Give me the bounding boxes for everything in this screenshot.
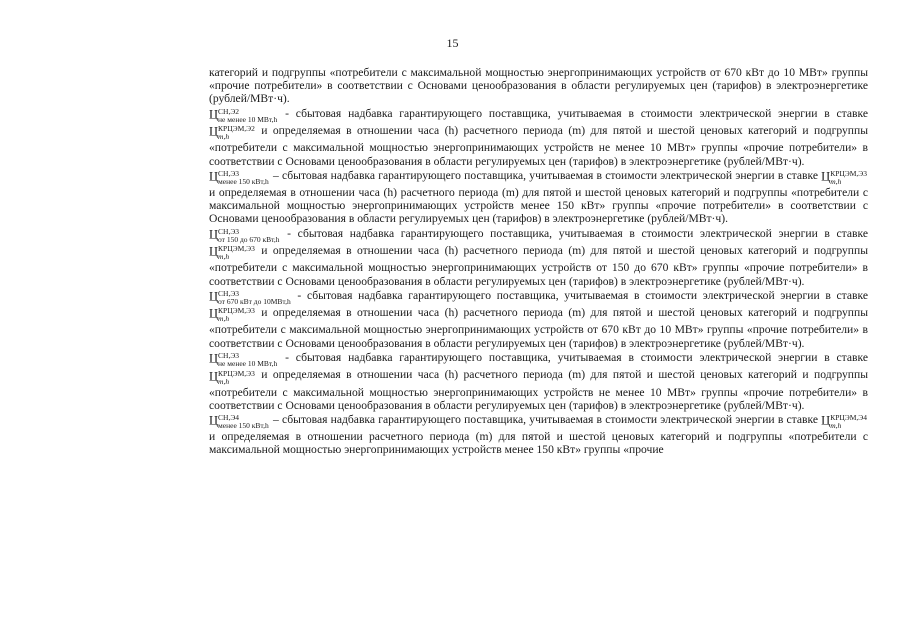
markup-symbol: Ц СН,Э3 не менее 10 МВт,h [209,351,278,369]
tariff-subscript: m,h [218,132,230,142]
tariff-superscript: КРЦЭМ,Э3 [218,368,255,378]
dash: - [278,350,296,364]
intro-paragraph: категорий и подгруппы «потребители с максимальной мощностью энергопринимающих устройств от 670 кВт до 10 МВт» группы «прочие потребители» в соответствии с Основами ценообразования в области регулируемых цен (тарифов) в электроэнергетике (рублей/МВт·ч). [209,66,868,106]
definition-text-continued: и определяемая в отношении часа (h) расчетного периода (m) для пятой и шестой ценовых категорий и подгруппы «потребители с максимальной мощностью энергопринимающих устройств менее 150 кВт» группы «прочие потребители» в соответствии с Основами ценообразования в области регулируемых цен (тарифов) в электроэнергетике (рублей/МВт·ч). [209,186,868,226]
tariff-superscript: КРЦЭМ,Э2 [218,124,255,134]
definition-text-continued: и определяемая в отношении часа (h) расчетного периода (m) для пятой и шестой ценовых категорий и подгруппы «потребители с максимальной мощностью энергопринимающих устройств от 150 до 670 кВт» группы «прочие потребители» в соответствии с Основами ценообразования в области регулируемых цен (тарифов) в электроэнергетике (рублей/МВт·ч). [209,244,868,288]
definition-paragraph [209,351,868,412]
markup-subscript: не менее 10 МВт,h [218,359,278,369]
definition-text: сбытовая надбавка гарантирующего поставщика, учитываемая в стоимости электрической энергии в ставке [281,168,822,182]
markup-superscript: СН,Э3 [218,227,240,236]
definition-text-continued: и определяемая в отношении расчетного периода (m) для пятой и шестой ценовых категорий и подгруппы «потребители с максимальной мощностью энергопринимающих устройств менее 150 кВт» группы «прочие [209,430,868,457]
markup-superscript: СН,Э3 [218,351,240,361]
definition-paragraph [209,289,868,350]
tariff-symbol: Ц КРЦЭМ,Э3 m,h [821,169,867,187]
dash: - [280,226,298,240]
dash: - [291,288,307,302]
dash: - [278,106,296,120]
markup-subscript: менее 150 кВт,h [218,177,269,187]
markup-symbol: Ц СН,Э3 от 670 кВт до 10МВт,h [209,289,291,307]
markup-superscript: СН,Э3 [218,289,240,299]
definition-paragraph [209,227,868,288]
markup-superscript: СН,Э3 [218,169,240,179]
tariff-superscript: КРЦЭМ,Э3 [830,169,867,179]
markup-subscript: менее 150 кВт,h [218,421,269,431]
tariff-symbol: Ц КРЦЭМ,Э3 m,h [209,244,255,262]
definition-text: сбытовая надбавка гарантирующего поставщика, учитываемая в стоимости электрической энергии в ставке [281,412,822,426]
tariff-symbol: Ц КРЦЭМ,Э3 m,h [209,306,255,324]
tariff-subscript: m,h [218,376,230,386]
dash: – [269,412,282,426]
tariff-superscript: КРЦЭМ,Э4 [830,413,867,423]
markup-subscript: не менее 10 МВт,h [218,114,278,124]
markup-subscript: от 670 кВт до 10МВт,h [218,297,291,307]
tariff-subscript: m,h [218,314,230,324]
definition-text-continued: и определяемая в отношении часа (h) расчетного периода (m) для пятой и шестой ценовых категорий и подгруппы «потребители с максимальной мощностью энергопринимающих устройств не менее 10 МВт» группы «прочие потребители» в соответствии с Основами ценообразования в области регулируемых цен (тарифов) в электроэнергетике (рублей/МВт·ч). [209,123,868,168]
markup-symbol: Ц СН,Э3 менее 150 кВт,h [209,169,269,187]
definition-paragraph [209,107,868,168]
tariff-symbol: Ц КРЦЭМ,Э2 m,h [209,124,255,142]
markup-symbol: Ц СН,Э3 от 150 до 670 кВт,h [209,227,280,244]
tariff-symbol: Ц КРЦЭМ,Э3 m,h [209,368,255,386]
markup-symbol: Ц СН,Э4 менее 150 кВт,h [209,413,269,431]
tariff-subscript: m,h [218,252,230,262]
definition-text: сбытовая надбавка гарантирующего поставщика, учитываемая в стоимости электрической энергии в ставке [306,288,868,302]
definition-text: сбытовая надбавка гарантирующего поставщика, учитываемая в стоимости электрической энергии в ставке [295,350,868,364]
markup-superscript: СН,Э4 [218,413,240,423]
markup-symbol: Ц СН,Э2 не менее 10 МВт,h [209,106,278,124]
markup-subscript: от 150 до 670 кВт,h [218,235,280,244]
definition-paragraph [209,169,868,226]
definition-text: сбытовая надбавка гарантирующего поставщика, учитываемая в стоимости электрической энергии в ставке [297,226,868,240]
document-body [209,66,868,457]
definition-text-continued: и определяемая в отношении часа (h) расчетного периода (m) для пятой и шестой ценовых категорий и подгруппы «потребители с максимальной мощностью энергопринимающих устройств от 670 кВт до 10 МВт» группы «прочие потребители» в соответствии с Основами ценообразования в области регулируемых цен (тарифов) в электроэнергетике (рублей/МВт·ч). [209,306,868,350]
tariff-subscript: m,h [830,177,842,187]
definition-text: сбытовая надбавка гарантирующего поставщика, учитываемая в стоимости электрической энергии в ставке [295,106,868,120]
page-number: 15 [446,36,459,50]
dash: – [269,168,282,182]
definition-text-continued: и определяемая в отношении часа (h) расчетного периода (m) для пятой и шестой ценовых категорий и подгруппы «потребители с максимальной мощностью энергопринимающих устройств не менее 10 МВт» группы «прочие потребители» в соответствии с Основами ценообразования в области регулируемых цен (тарифов) в электроэнергетике (рублей/МВт·ч). [209,368,868,412]
definition-paragraph [209,413,868,457]
tariff-symbol: Ц КРЦЭМ,Э4 m,h [821,413,867,431]
tariff-subscript: m,h [830,421,842,431]
markup-superscript: СН,Э2 [218,106,240,116]
tariff-superscript: КРЦЭМ,Э3 [218,306,255,316]
tariff-superscript: КРЦЭМ,Э3 [218,244,255,254]
